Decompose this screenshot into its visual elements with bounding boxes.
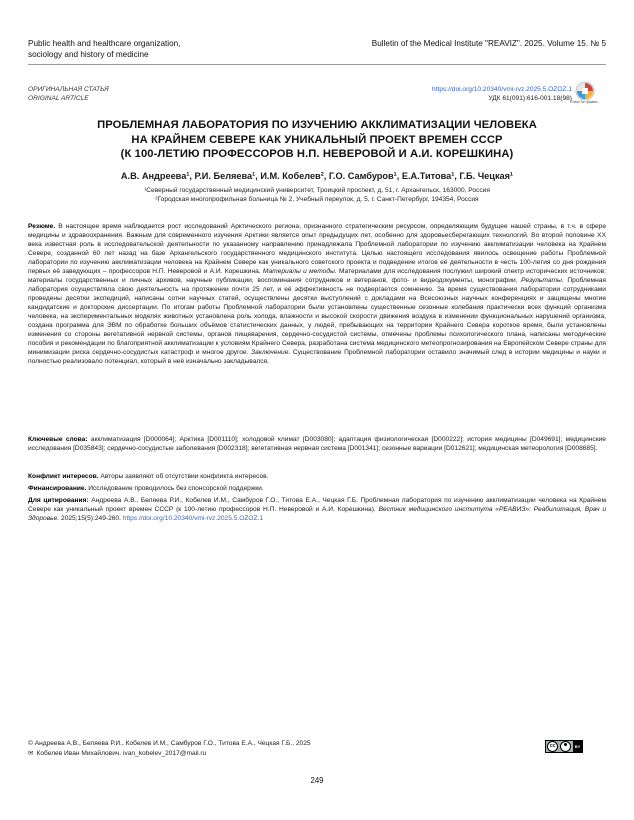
conflict-label: Конфликт интересов. <box>28 473 99 480</box>
header-section-line-1: Public health and healthcare organization, <box>28 39 181 48</box>
article-type <box>28 86 109 103</box>
udc-code: УДК 61(091):616-001.18(98) <box>488 94 572 102</box>
abstract <box>28 222 606 366</box>
envelope-icon: ✉ <box>28 750 34 757</box>
title-line-1: ПРОБЛЕМНАЯ ЛАБОРАТОРИЯ ПО ИЗУЧЕНИЮ АККЛИМАТИЗАЦИИ ЧЕЛОВЕКА <box>97 119 537 131</box>
contact-text: Кобелев Иван Михайлович. ivan_kobelev_2017@mail.ru <box>36 750 207 757</box>
running-header <box>28 38 606 72</box>
article-type-ru: ОРИГИНАЛЬНАЯ СТАТЬЯ <box>28 86 109 93</box>
author-list: А.В. Андреева¹, Р.И. Беляева¹, И.М. Кобелев², Г.О. Самбуров¹, Е.А.Титова¹, Г.Б. Чецкая¹ <box>120 171 514 181</box>
contact-line <box>28 749 508 759</box>
funding-label: Финансирование. <box>28 485 87 492</box>
citation-text: Андреева А.В., Беляева Р.И., Кобелев И.М., Самбуров Г.О., Титова Е.А., Чецкая Г.Б. Проблемная лаборатория по изучению акклиматизации человека на Крайнем Севере как уникальный проект времен СССР (к 100-летию профессоров Н.П. Неверовой и А.И. Корешкина). <box>28 497 606 513</box>
article-title <box>60 118 574 162</box>
citation-details: 2025;15(5):249-260. <box>61 515 121 522</box>
affiliation-1: ¹Северный государственный медицинский университет, Троицкий проспект, д. 51, г. Архангельск, 163000, Россия <box>144 187 490 194</box>
footer-notes <box>28 739 508 759</box>
header-section-title <box>28 38 268 60</box>
title-line-3: (К 100-ЛЕТИЮ ПРОФЕССОРОВ Н.П. НЕВЕРОВОЙ И А.И. КОРЕШКИНА) <box>120 148 514 161</box>
affiliations <box>28 186 606 204</box>
keywords <box>28 435 606 453</box>
citation-doi-link[interactable]: https://doi.org/10.20340/vmi-rvz.2025.5.OZOZ.1 <box>122 515 264 522</box>
crossmark-icon[interactable] <box>567 80 603 102</box>
abstract-methods-label: Материалы и методы. <box>262 268 337 276</box>
affiliation-2: ²Городская многопрофильная больница № 2, Учебный переулок, д. 5, г. Санкт-Петербург, 194354, Россия <box>155 196 479 203</box>
citation-journal: Вестник медицинского института «РЕАВИЗ»: Реабилитация, Врач и Здоровье. <box>28 506 607 522</box>
abstract-methods: Материалами для исследования послужил широкий спектр исторических источников: материалы государственных и личных архивов, научные публикации, воспоминания сотрудников и ветеранов, фото- и видеодокументы, монографии. <box>28 268 606 285</box>
title-line-2: НА КРАЙНЕМ СЕВЕРЕ КАК УНИКАЛЬНЫЙ ПРОЕКТ ВРЕМЕН СССР <box>131 133 503 146</box>
header-journal-name: Bulletin of the Medical Institute "REAVIZ". 2025. Volume 15. № 5 <box>371 39 606 48</box>
header-section-line-2: sociology and history of medicine <box>28 50 149 59</box>
keywords-text: акклиматизация [D000064]; Арктика [D001110]; холодовой климат [D003080]; адаптация физиологическая [D000222]; история медицины [D049691]; медицинские исследования [D035843]; сердечно-сосудистые заболевания [D002318]; вегетативная нервная система [D001341]; сезонные вариации [D012621]; медицинская метеорология [D008685]. <box>28 436 606 452</box>
license-label: BY <box>573 741 582 752</box>
copyright-line: © Андреева А.В., Беляева Р.И., Кобелев И.М., Самбуров Г.О., Титова Е.А., Чецкая Г.Б., 2025 <box>28 740 311 747</box>
cc-license-badge[interactable] <box>545 740 583 753</box>
funding <box>28 484 606 493</box>
doi-block <box>432 86 572 103</box>
abstract-conclusion: Существование Проблемной лаборатории оставило значимый след в истории медицины и науки и полностью реализовало потенциал, который в неё изначально закладывался. <box>28 349 606 366</box>
citation-label: Для цитирования: <box>28 497 89 504</box>
abstract-results: Проблемная лаборатория осуществляла свою деятельность на протяжении почти 25 лет, и её эффективность не подвергается сомнению. За время существования лаборатории сотрудниками проведены десятки экспедиций, написаны сотни научных статей, осуществлены десятки выступлений с докладами на Всесоюзных научных конференциях и защищены многие кандидатские и докторские диссертации. По итогам работы Проблемной лаборатории были установлены существенные сезонные колебания практически всех функций организма человека, на экспериментальных моделях животных установлена роль холода, влажности и высокой скорости движения воздуха в изменении функциональных нарушений организма, создана программа для ЭВМ по обработке больших объёмов статистических данных, у людей, пребывающих на территории Крайнего Севера короткое время, были установлены изменения со стороны вегетативной нервной системы, органов пищеварения, сердечно-сосудистой системы, отмечены проблемы психологического плана, написаны методические пособия и рекомендации по благоприятной акклиматизации к условиям Крайнего Севера, разработана система медицинского метеопрогнозирования на Европейском Севере страны для минимизации риска сердечно-сосудистых катастроф и многое другое. <box>28 277 606 357</box>
crossmark-label: Check for updates <box>570 100 598 104</box>
doi-link[interactable]: https://doi.org/10.20340/vmi-rvz.2025.5.OZOZ.1 <box>431 86 572 93</box>
abstract-results-label: Результаты. <box>521 277 564 285</box>
header-divider <box>28 64 606 65</box>
article-type-en: ORIGINAL ARTICLE <box>28 94 89 102</box>
conflict-of-interest <box>28 472 606 481</box>
page-number: 249 <box>310 776 324 785</box>
cc-icon: cc <box>547 741 558 752</box>
abstract-intro: В настоящее время наблюдается рост исследований Арктического региона, признанного стратегическим ресурсом, определяющим будущее нашей страны, в т.ч. в сфере медицины и здравоохранения. Важным для современного изучения Арктики является опыт предыдущих лет, особенно для здоровьесберегающих технологий. Во второй половине XX века известная роль в исследовательской деятельности по указанному направлению принадлежала Проблемной лаборатории по изучению акклиматизации человека на Крайнем Севере, созданной 60 лет назад на базе Архангельского государственного медицинского института. Целью настоящего исследования явилось освещение работы Проблемной лаборатории по изучению акклиматизации человека на Крайнем Севере как уникального советского проекта и подведение итогов её деятельности в честь 100-летия со дня рождения первых её заведующих – профессоров Н.П. Неверовой и А.И. Корешкина. <box>28 223 606 276</box>
funding-text: Исследование проводилось без спонсорской поддержки. <box>88 485 264 492</box>
citation <box>28 496 606 523</box>
conflict-text: Авторы заявляют об отсутствии конфликта интересов. <box>100 473 269 480</box>
abstract-conclusion-label: Заключение. <box>251 349 291 357</box>
keywords-label: Ключевые слова: <box>28 436 88 443</box>
abstract-label: Резюме. <box>28 223 56 230</box>
attribution-icon <box>560 741 571 752</box>
